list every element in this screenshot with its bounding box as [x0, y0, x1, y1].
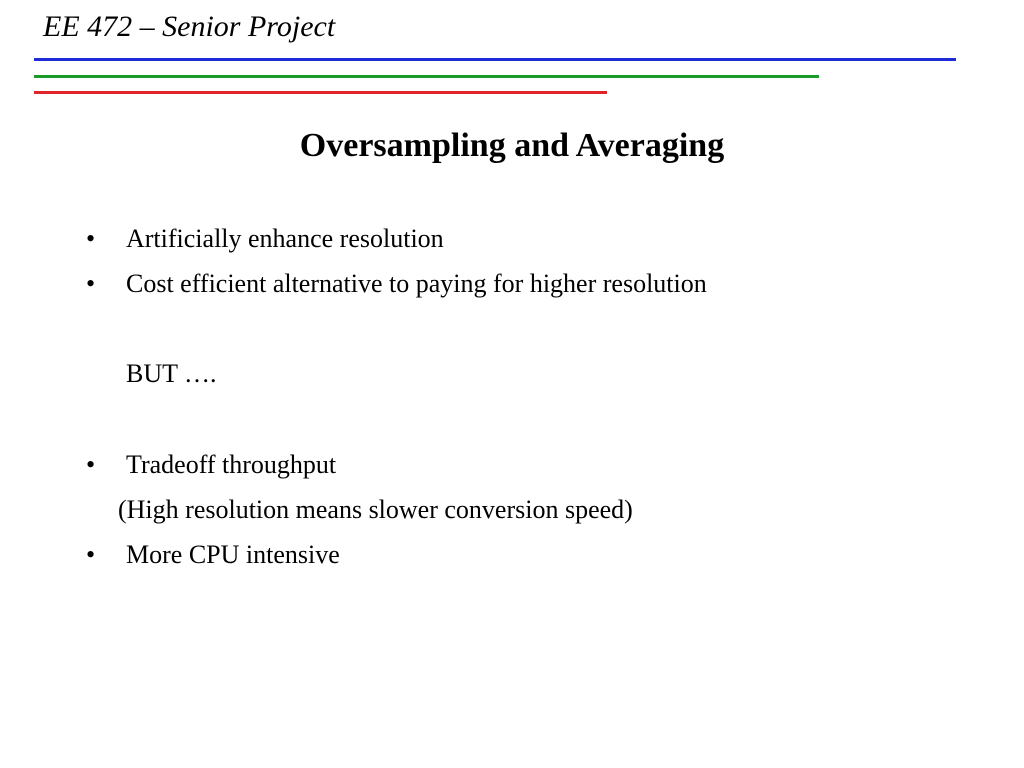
slide-title: Oversampling and Averaging	[299, 127, 725, 164]
header-rule-blue	[34, 58, 956, 61]
bullet-glyph: •	[86, 540, 96, 569]
header-rule-green	[34, 75, 819, 78]
bullet-text-tradeoff-throughput: Tradeoff throughput	[126, 450, 337, 479]
bullet-text-more-cpu: More CPU intensive	[126, 540, 340, 569]
header-rule-red	[34, 91, 607, 94]
bullet-glyph: •	[86, 269, 96, 298]
sub-note-high-resolution: (High resolution means slower conversion speed)	[118, 495, 633, 524]
bullet-text-artificially-enhance: Artificially enhance resolution	[126, 224, 444, 253]
slide-header-title: EE 472 – Senior Project	[43, 10, 336, 43]
bullet-glyph: •	[86, 224, 96, 253]
bullet-text-cost-efficient: Cost efficient alternative to paying for higher resolution	[126, 269, 707, 298]
bullet-glyph: •	[86, 450, 96, 479]
but-text: BUT ….	[126, 359, 217, 388]
